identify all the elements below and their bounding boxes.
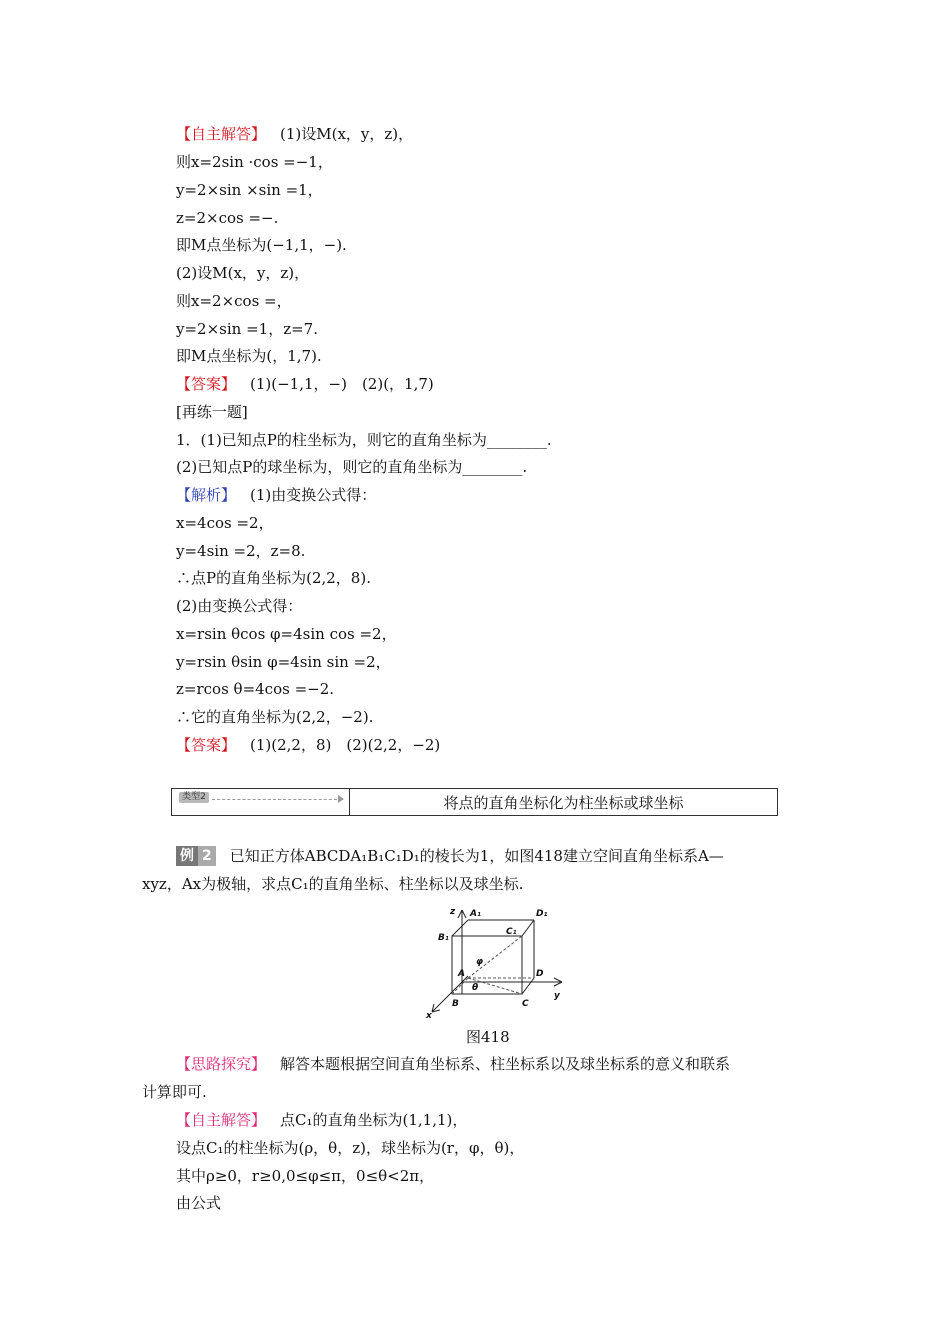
example-mark: 例 bbox=[176, 846, 198, 866]
edge-a-b bbox=[452, 978, 468, 994]
label-y: y bbox=[554, 991, 560, 1001]
solution-line-4: 由公式 bbox=[176, 1194, 222, 1212]
answer-line-6: (2)设M(x，y，z)， bbox=[176, 264, 310, 282]
analysis-line-7: y=rsin θsin φ=4sin sin =2， bbox=[176, 653, 391, 671]
label-theta: θ bbox=[472, 983, 479, 993]
label-z: z bbox=[450, 907, 456, 917]
edge-c1-d1 bbox=[522, 920, 534, 936]
answer-line-3: y=2×sin ×sin =1， bbox=[176, 181, 323, 199]
practice-question-2: (2)已知点P的球坐标为，则它的直角坐标为________. bbox=[176, 458, 528, 476]
analysis-line-8: z=rcos θ=4cos =−2. bbox=[176, 680, 335, 698]
label-a: A bbox=[458, 969, 465, 979]
practice-question-1: 1．(1)已知点P的柱坐标为，则它的直角坐标为________. bbox=[176, 431, 552, 449]
z-arrow-right bbox=[462, 910, 466, 918]
label-c: C bbox=[522, 999, 529, 1009]
analysis-line-5: (2)由变换公式得： bbox=[176, 597, 303, 615]
arrow-line bbox=[212, 799, 342, 800]
label-self-answer: 【自主解答】 bbox=[176, 125, 267, 143]
y-arrow-top bbox=[554, 978, 562, 982]
solution-line-3: 其中ρ≥0，r≥0,0≤φ≤π，0≤θ<2π， bbox=[176, 1167, 435, 1185]
figure-caption: 图418 bbox=[466, 1028, 510, 1046]
label-answer-2: 【答案】 bbox=[176, 736, 237, 754]
label-c1: C₁ bbox=[506, 927, 517, 937]
thinking-line-1: 【思路探究】 解答本题根据空间直角坐标系、柱坐标系以及球坐标系的意义和联系 bbox=[176, 1055, 731, 1073]
answer-line-10: 【答案】 (1)(−1,1，−) (2)(，1,7) bbox=[176, 375, 434, 393]
label-x: x bbox=[426, 1011, 432, 1020]
analysis-line-3: y=4sin =2，z=8. bbox=[176, 542, 306, 560]
label-answer: 【答案】 bbox=[176, 375, 237, 393]
label-d1: D₁ bbox=[536, 909, 548, 919]
solution-line-1: 【自主解答】 点C₁的直角坐标为(1,1,1)， bbox=[176, 1111, 468, 1129]
label-phi: φ bbox=[476, 957, 484, 967]
label-thinking: 【思路探究】 bbox=[176, 1055, 267, 1073]
label-b1: B₁ bbox=[438, 933, 449, 943]
y-arrow-bottom bbox=[554, 982, 562, 986]
label-analysis: 【解析】 bbox=[176, 486, 237, 504]
analysis-line-2: x=4cos =2， bbox=[176, 514, 274, 532]
cube-figure bbox=[424, 902, 574, 1020]
answer-line-5: 即M点坐标为(−1,1，−). bbox=[176, 236, 347, 254]
analysis-line-6: x=rsin θcos φ=4sin cos =2， bbox=[176, 625, 397, 643]
answer-line-2nd: 【答案】 (1)(2,2，8) (2)(2,2，−2) bbox=[176, 736, 441, 754]
example-line-1: 例 2 已知正方体ABCDA₁B₁C₁D₁的棱长为1，如图418建立空间直角坐标系A— bbox=[176, 846, 724, 866]
edge-b1-a1 bbox=[452, 920, 468, 936]
edge-c-d bbox=[522, 978, 534, 994]
example-number: 2 bbox=[198, 846, 216, 866]
practice-heading: [再练一题] bbox=[176, 403, 248, 421]
answer-line-4: z=2×cos =−. bbox=[176, 209, 279, 227]
answer-line-1: 【自主解答】 (1)设M(x，y，z)， bbox=[176, 125, 414, 143]
answer-line-9: 即M点坐标为(，1,7). bbox=[176, 347, 322, 365]
answer-line-2: 则x=2sin ·cos =−1， bbox=[176, 153, 333, 171]
example-line-2: xyz，Ax为极轴，求点C₁的直角坐标、柱坐标以及球坐标. bbox=[142, 875, 524, 893]
section-header-box bbox=[171, 788, 778, 816]
section-title: 将点的直角坐标化为柱坐标或球坐标 bbox=[443, 794, 684, 812]
section-type-tag: 类型2 bbox=[179, 792, 209, 803]
arrow-right-icon bbox=[338, 795, 344, 803]
answer-line-8: y=2×sin =1，z=7. bbox=[176, 320, 318, 338]
label-b: B bbox=[452, 999, 459, 1009]
analysis-line-9: ∴它的直角坐标为(2,2，−2). bbox=[176, 708, 374, 726]
analysis-line-1: 【解析】 (1)由变换公式得： bbox=[176, 486, 377, 504]
label-a1: A₁ bbox=[470, 909, 481, 919]
label-self-answer-2: 【自主解答】 bbox=[176, 1111, 267, 1129]
label-d: D bbox=[536, 969, 544, 979]
z-arrow-left bbox=[458, 910, 462, 918]
solution-line-2: 设点C₁的柱坐标为(ρ，θ，z)，球坐标为(r，φ，θ)， bbox=[176, 1139, 525, 1157]
thinking-line-2: 计算即可. bbox=[142, 1083, 207, 1101]
analysis-line-4: ∴点P的直角坐标为(2,2，8). bbox=[176, 569, 371, 587]
cube-edges bbox=[432, 910, 562, 1012]
answer-line-7: 则x=2×cos =， bbox=[176, 292, 292, 310]
